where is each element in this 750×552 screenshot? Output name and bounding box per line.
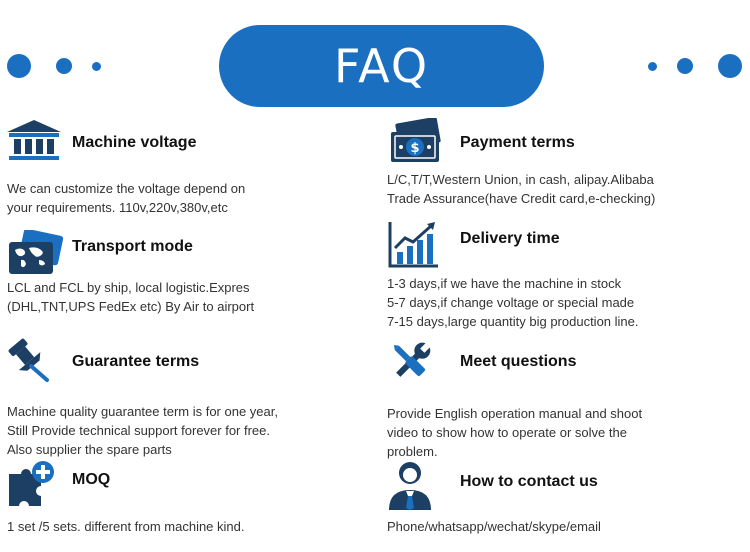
puzzle-plus-icon: [7, 460, 55, 513]
pushpin-icon: [7, 338, 51, 389]
banknotes-icon: [387, 118, 443, 169]
world-map-icon: [7, 230, 65, 283]
contact-text: Phone/whatsapp/wechat/skype/email: [387, 519, 601, 534]
payment-title: Payment terms: [460, 134, 575, 151]
decor-dot-left-large: [7, 54, 31, 78]
voltage-title: Machine voltage: [72, 134, 197, 151]
transport-text: LCL and FCL by ship, local logistic.Expres (DHL,TNT,UPS FedEx etc) By Air to airport: [7, 280, 255, 314]
delivery-text: 1-3 days,if we have the machine in stock 5-7 days,if change voltage or special made 7-15 days,large quantity big production line.: [387, 276, 639, 329]
decor-dot-left-small: [92, 62, 101, 71]
decor-dot-right-medium: [677, 58, 693, 74]
payment-text: L/C,T/T,Western Union, in cash, alipay.Alibaba Trade Assurance(have Credit card,e-checking): [387, 172, 656, 206]
growth-chart-icon: [387, 220, 441, 275]
decor-dot-right-small: [648, 62, 657, 71]
decor-dot-left-medium: [56, 58, 72, 74]
contact-title: How to contact us: [460, 473, 598, 490]
wrench-screwdriver-icon: [387, 338, 435, 391]
moq-text: 1 set /5 sets. different from machine kind.: [7, 519, 245, 534]
moq-title: MOQ: [72, 471, 111, 488]
svg-text:$: $: [410, 141, 420, 156]
voltage-text: We can customize the voltage depend on your requirements. 110v,220v,380v,etc: [7, 181, 246, 215]
delivery-title: Delivery time: [460, 230, 560, 247]
transport-title: Transport mode: [72, 238, 193, 255]
page-title: FAQ: [333, 39, 430, 93]
decor-dot-right-large: [718, 54, 742, 78]
questions-text: Provide English operation manual and shoot video to show how to operate or solve the problem.: [387, 406, 643, 459]
guarantee-title: Guarantee terms: [72, 353, 200, 370]
bank-icon: [7, 120, 61, 169]
guarantee-text: Machine quality guarantee term is for one year, Still Provide technical support forever for free. Also supplier the spare parts: [7, 404, 278, 457]
faq-banner: [219, 25, 544, 107]
person-icon: [387, 460, 433, 515]
questions-title: Meet questions: [460, 353, 577, 370]
